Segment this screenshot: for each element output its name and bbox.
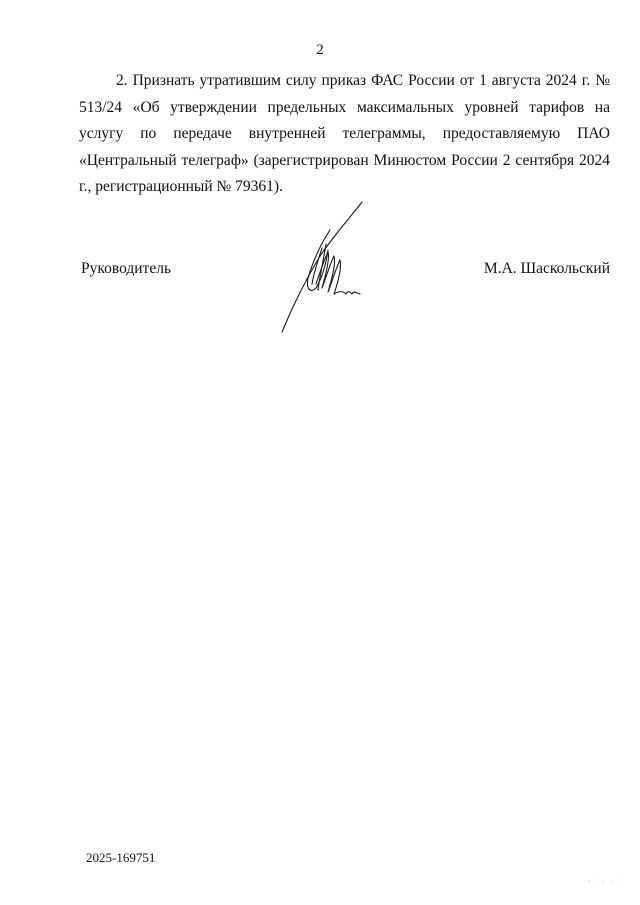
page-number: 2 — [316, 42, 324, 58]
body-paragraph: 2. Признать утратившим силу приказ ФАС России от 1 августа 2024 г. № 513/24 «Об утверждении предельных максимальных уровней тарифов на услугу по передаче внутренней телеграммы, предоставляемую ПАО «Центральный телеграф» (зарегистрирован Минюстом России 2 сентября 2024 г., регистрационный № 79361). — [79, 72, 610, 195]
scan-artifacts — [585, 875, 625, 887]
handwritten-signature — [270, 198, 370, 338]
document-id: 2025-169751 — [86, 850, 156, 865]
signer-title: Руководитель — [81, 260, 172, 277]
signer-name: М.А. Шаскольский — [483, 260, 610, 277]
